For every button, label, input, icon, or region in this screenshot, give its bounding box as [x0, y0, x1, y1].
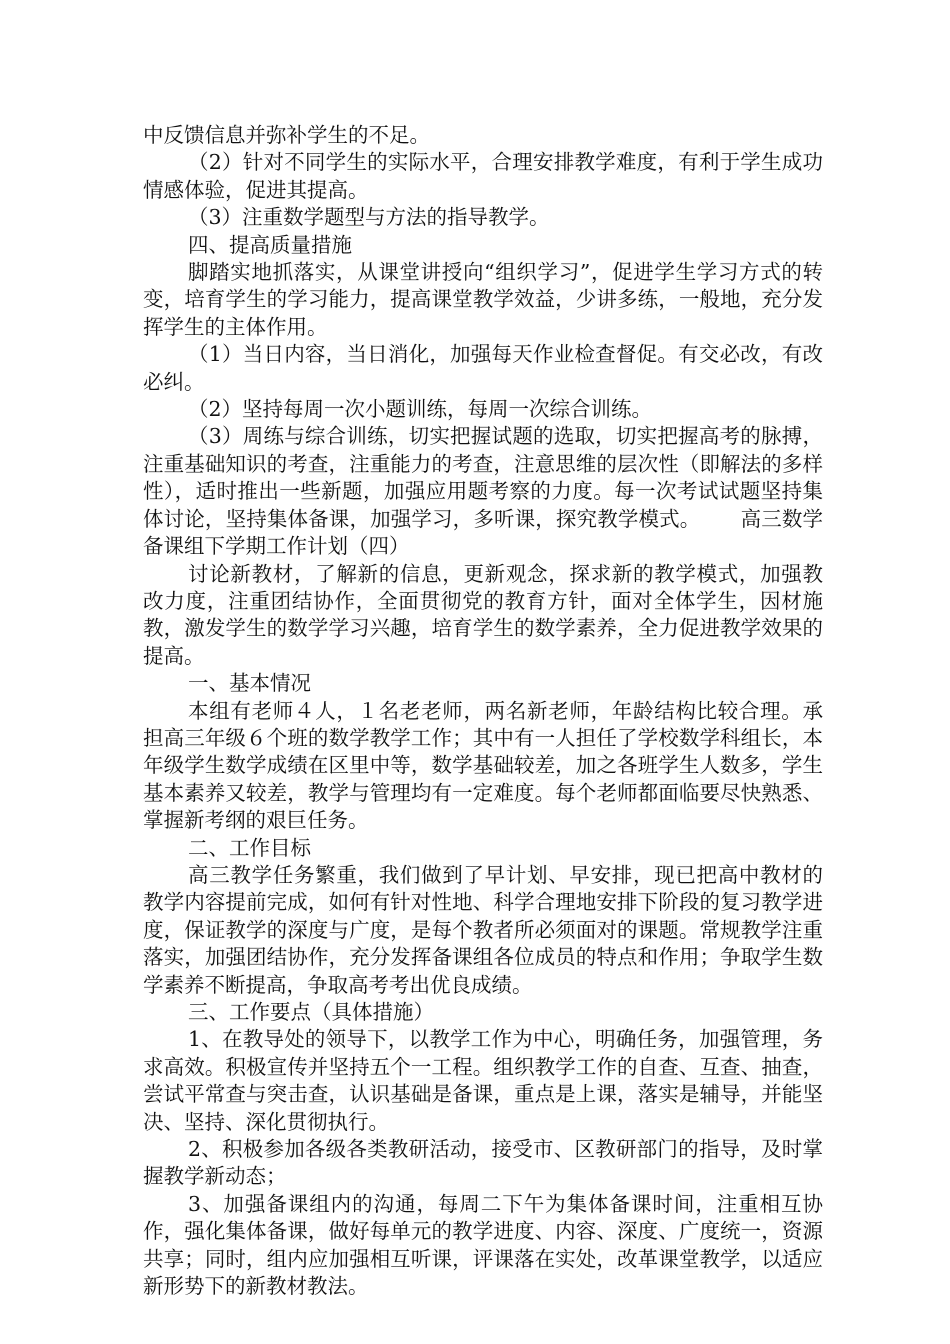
paragraph-measure-1-daily: （1）当日内容，当日消化，加强每天作业检查督促。有交必改，有改必纠。	[143, 342, 823, 394]
paragraph-item-2-difficulty: （2）针对不同学生的实际水平，合理安排教学难度，有利于学生成功情感体验，促进其提高。	[143, 150, 823, 202]
document-title-part-four: 高三数学备课组下学期工作计划（四）	[143, 506, 824, 559]
paragraph-item-3-methods: （3）注重数学题型与方法的指导教学。	[188, 205, 550, 230]
paragraph-point-2-research: 2、积极参加各级各类教研活动，接受市、区教研部门的指导，及时掌握教学新动态；	[143, 1137, 823, 1189]
paragraph-new-textbook: 讨论新教材，了解新的信息，更新观念，探求新的教学模式，加强教改力度，注重团结协作，全面贯彻党的教育方针，面对全体学生，因材施教，激发学生的数学学习兴趣，培育学生的数学素养，全力促进教学效果的提高。	[143, 561, 823, 668]
paragraph-team-composition: 本组有老师４人，１名老老师，两名新老师，年龄结构比较合理。承担高三年级６个班的数学教学工作；其中有一人担任了学校数学科组长，本年级学生数学成绩在区里中等，数学基础较差，加之各班学生人数多，学生基本素养又较差，教学与管理均有一定难度。每个老师都面临要尽快熟悉、掌握新考纲的艰巨任务。	[143, 698, 823, 833]
section-heading-quality-measures: 四、提高质量措施	[188, 232, 352, 257]
section-heading-basic-situation: 一、基本情况	[188, 671, 311, 696]
paragraph-organize-learning: 脚踏实地抓落实，从课堂讲授向“组织学习”，促进学生学习方式的转变，培育学生的学习能力，提高课堂教学效益，少讲多练，一般地，充分发挥学生的主体作用。	[143, 260, 823, 339]
paragraph-feedback-continued: 中反馈信息并弥补学生的不足。	[143, 123, 430, 147]
paragraph-point-3-collaboration: 3、加强备课组内的沟通，每周二下午为集体备课时间，注重相互协作，强化集体备课，做好每单元的教学进度、内容、深度、广度统一，资源共享；同时，组内应加强相互听课，评课落在实处，改革课堂教学，以适应新形势下的新教材教法。	[143, 1191, 823, 1299]
paragraph-point-1-management: 1、在教导处的领导下，以教学工作为中心，明确任务，加强管理，务求高效。积极宣传并坚持五个一工程。组织教学工作的自查、互查、抽查，尝试平常查与突击查，认识基础是备课，重点是上课，落实是辅导，并能坚决、坚持、深化贯彻执行。	[143, 1027, 823, 1134]
paragraph-measure-3-text: （3）周练与综合训练，切实把握试题的选取，切实把握高考的脉搏，注重基础知识的考查，注重能力的考查，注意思维的层次性（即解法的多样性），适时推出一些新题，加强应用题考察的力度。每一次考试试题坚持集体讨论，坚持集体备课，加强学习，多听课，探究教学模式。	[143, 424, 823, 531]
section-heading-work-goals: 二、工作目标	[188, 835, 311, 860]
paragraph-measure-3-training	[143, 423, 823, 560]
document-body	[143, 122, 823, 1300]
paragraph-goals-detail: 高三教学任务繁重，我们做到了早计划、早安排，现已把高中教材的教学内容提前完成，如何有针对性地、科学合理地安排下阶段的复习教学进度，保证教学的深度与广度，是每个教者所必须面对的课题。常规教学注重落实，加强团结协作，充分发挥备课组各位成员的特点和作用；争取学生数学素养不断提高，争取高考考出优良成绩。	[143, 862, 823, 997]
paragraph-measure-2-weekly: （2）坚持每周一次小题训练，每周一次综合训练。	[188, 397, 653, 422]
section-heading-key-points: 三、工作要点（具体措施）	[188, 1000, 434, 1024]
